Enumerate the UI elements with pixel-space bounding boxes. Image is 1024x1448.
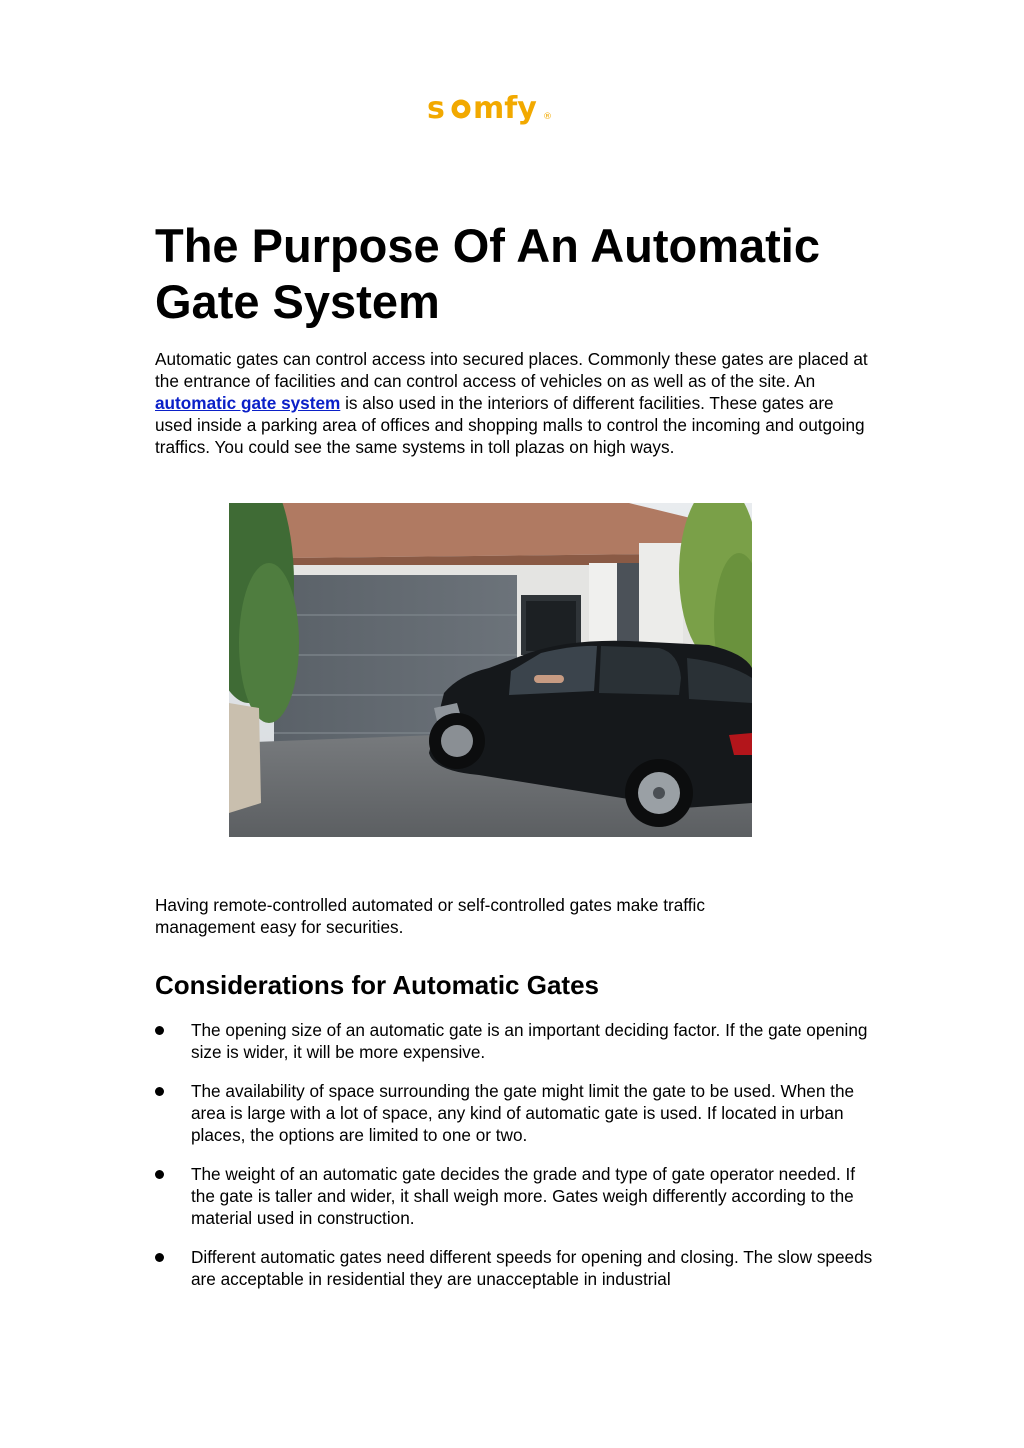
svg-text:mfy: mfy [473, 91, 537, 126]
intro-text-after-link: is also used in the interiors of different facilities. These gates are used inside a parking area of offices and shopping malls to control the incoming and outgoing traffics. You could see the same systems in toll plazas on high ways. [155, 393, 865, 457]
page-title: The Purpose Of An Automatic Gate System [155, 219, 820, 328]
intro-paragraph [155, 348, 875, 458]
list-item [155, 1246, 875, 1290]
bullet-icon [155, 1087, 164, 1096]
list-item [155, 1019, 875, 1063]
automatic-gate-system-link[interactable]: automatic gate system [155, 393, 341, 413]
svg-text:s: s [427, 91, 445, 126]
bullet-icon [155, 1170, 164, 1179]
list-item [155, 1080, 875, 1146]
list-item-text: The availability of space surrounding the gate might limit the gate to be used. When the area is large with a lot of space, any kind of automatic gate is used. If located in urban places, the options are limited to one or two. [191, 1081, 855, 1145]
somfy-logo [427, 88, 557, 128]
list-item-text: The weight of an automatic gate decides the grade and type of gate operator needed. If the gate is taller and wider, it shall weigh more. Gates weigh differently according to the material used in construction. [191, 1164, 856, 1228]
list-item-text: The opening size of an automatic gate is an important deciding factor. If the gate opening size is wider, it will be more expensive. [191, 1020, 868, 1062]
traffic-management-paragraph: Having remote-controlled automated or self-controlled gates make traffic management easy for securities. [155, 895, 705, 937]
list-item [155, 1163, 875, 1229]
section-heading: Considerations for Automatic Gates [155, 970, 599, 1000]
considerations-list [155, 1019, 875, 1307]
svg-text:®: ® [543, 112, 552, 122]
bullet-icon [155, 1253, 164, 1262]
intro-text-before-link: Automatic gates can control access into secured places. Commonly these gates are placed at the entrance of facilities and can control access of vehicles on as well as of the site. An [155, 349, 868, 391]
car-at-gate-photo [229, 503, 752, 837]
list-item-text: Different automatic gates need different speeds for opening and closing. The slow speeds are acceptable in residential they are unacceptable in industrial [191, 1247, 873, 1289]
bullet-icon [155, 1026, 164, 1035]
